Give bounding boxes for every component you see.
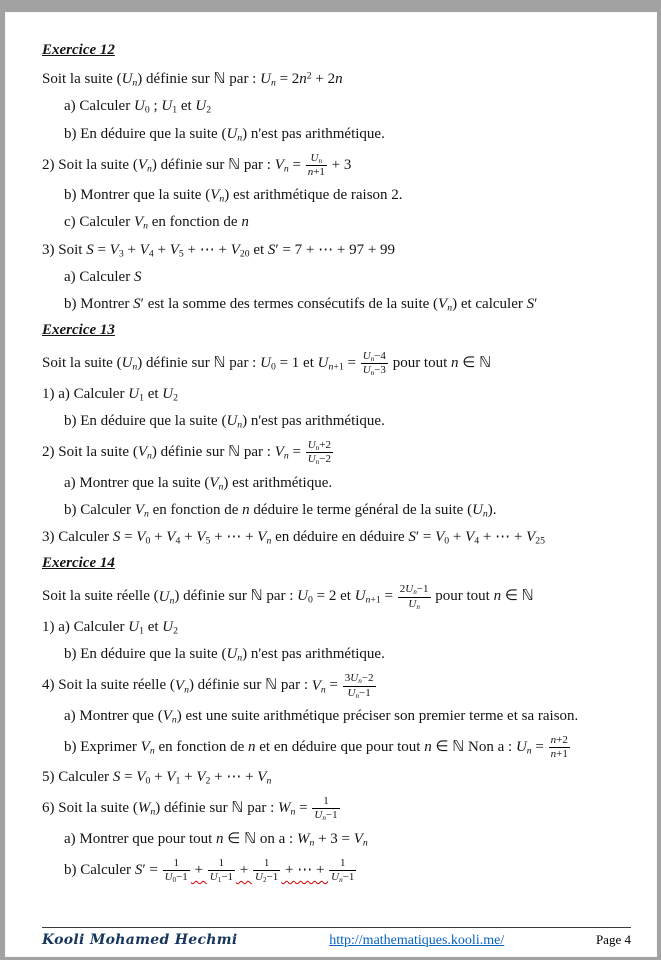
- doc-line: b) En déduire que la suite $(U_n)$ n'est pas arithmétique.: [64, 412, 385, 431]
- doc-line: 4) Soit la suite réelle $(V_n)$ définie sur ℕ par : $V_n$ = $\frac{3U_n-2}{U_n-1}$: [42, 672, 374, 700]
- exercise-title: Exercice 12: [42, 42, 115, 58]
- page-number: Page 4: [595, 932, 631, 947]
- doc-line: b) Calculer $V_n$ en fonction de n déduire le terme général de la suite $(U_n)$.: [64, 501, 497, 520]
- doc-line: b) Exprimer $V_n$ en fonction de n et en déduire que pour tout n ∈ ℕ Non a : $U_n$ = $\frac{n+2}{n+1}$: [64, 734, 568, 761]
- doc-line: b) En déduire que la suite $(U_n)$ n'est pas arithmétique.: [64, 125, 385, 144]
- page-footer: [42, 927, 631, 949]
- doc-line: Soit la suite réelle $(U_n)$ définie sur ℕ par : $U_0 = 2$ et $U_{n+1}$ = $\frac{2U_n-1}{U_n}$ pour tout n ∈ ℕ: [42, 583, 534, 611]
- doc-line: a) Montrer que $(V_n)$ est une suite arithmétique préciser son premier terme et sa raison.: [64, 707, 579, 726]
- doc-line: a) Calculer $U_0$ ; $U_1$ et $U_2$: [64, 98, 212, 116]
- doc-line: c) Calculer $V_n$ en fonction de n: [64, 214, 249, 232]
- exercise-section: [42, 555, 631, 884]
- website-link[interactable]: http://mathematiques.kooli.me/: [329, 933, 505, 948]
- doc-line: 2) Soit la suite $(V_n)$ définie sur ℕ par : $V_n$ = $\frac{U_n+2}{U_n-2}$: [42, 439, 331, 467]
- author-name: Kooli Mohamed Hechmi: [42, 932, 238, 948]
- doc-line: b) Montrer S′ est la somme des termes consécutifs de la suite $(V_n)$ et calculer S′: [64, 295, 538, 314]
- doc-line: a) Calculer S: [64, 268, 142, 285]
- doc-line: a) Montrer que pour tout n ∈ ℕ on a : $W_n + 3 = V_n$: [64, 830, 368, 849]
- exercise-section: [42, 322, 631, 548]
- doc-line: Soit la suite $(U_n)$ définie sur ℕ par : $U_n = 2n^2 + 2n$: [42, 70, 343, 89]
- doc-line: 1) a) Calculer $U_1$ et $U_2$: [42, 385, 178, 403]
- exercise-section: [42, 42, 631, 315]
- exercise-title: Exercice 14: [42, 555, 115, 572]
- document-page: [5, 12, 657, 957]
- doc-line: b) En déduire que la suite $(U_n)$ n'est pas arithmétique.: [64, 646, 385, 664]
- doc-line: 3) Calculer $S = V_0 + V_4 + V_5$ + ⋯ + $V_n$ en déduire en déduire $S' = V_0 + V_4$ + ⋯ + $V_{25}$: [42, 529, 546, 547]
- doc-line: 5) Calculer $S = V_0 + V_1 + V_2$ + ⋯ + $V_n$: [42, 769, 272, 787]
- doc-line: b) Calculer S′ = $\frac{1}{U_0-1}$ + $\frac{1}{U_1-1}$ + $\frac{1}{U_2-1}$ + ⋯ + $\frac{1}{U_n-1}$: [64, 856, 355, 884]
- doc-line: Soit la suite $(U_n)$ définie sur ℕ par : $U_0 = 1$ et $U_{n+1}$ = $\frac{U_n-4}{U_n-3}$ pour tout n ∈ ℕ: [42, 350, 492, 378]
- doc-line: 2) Soit la suite $(V_n)$ définie sur ℕ par : $V_n$ = $\frac{U_n}{n+1}$ + 3: [42, 151, 352, 179]
- doc-line: 6) Soit la suite $(W_n)$ définie sur ℕ par : $W_n$ = $\frac{1}{U_n-1}$: [42, 795, 338, 823]
- exercise-title: Exercice 13: [42, 322, 115, 339]
- exercises: [5, 12, 657, 884]
- doc-line: 3) Soit $S = V_3 + V_4 + V_5$ + ⋯ + $V_{20}$ et S′ = 7 + ⋯ + 97 + 99: [42, 241, 396, 260]
- doc-line: b) Montrer que la suite $(V_n)$ est arithmétique de raison 2.: [64, 187, 403, 205]
- doc-line: a) Montrer que la suite $(V_n)$ est arithmétique.: [64, 474, 333, 492]
- doc-line: 1) a) Calculer $U_1$ et $U_2$: [42, 618, 178, 637]
